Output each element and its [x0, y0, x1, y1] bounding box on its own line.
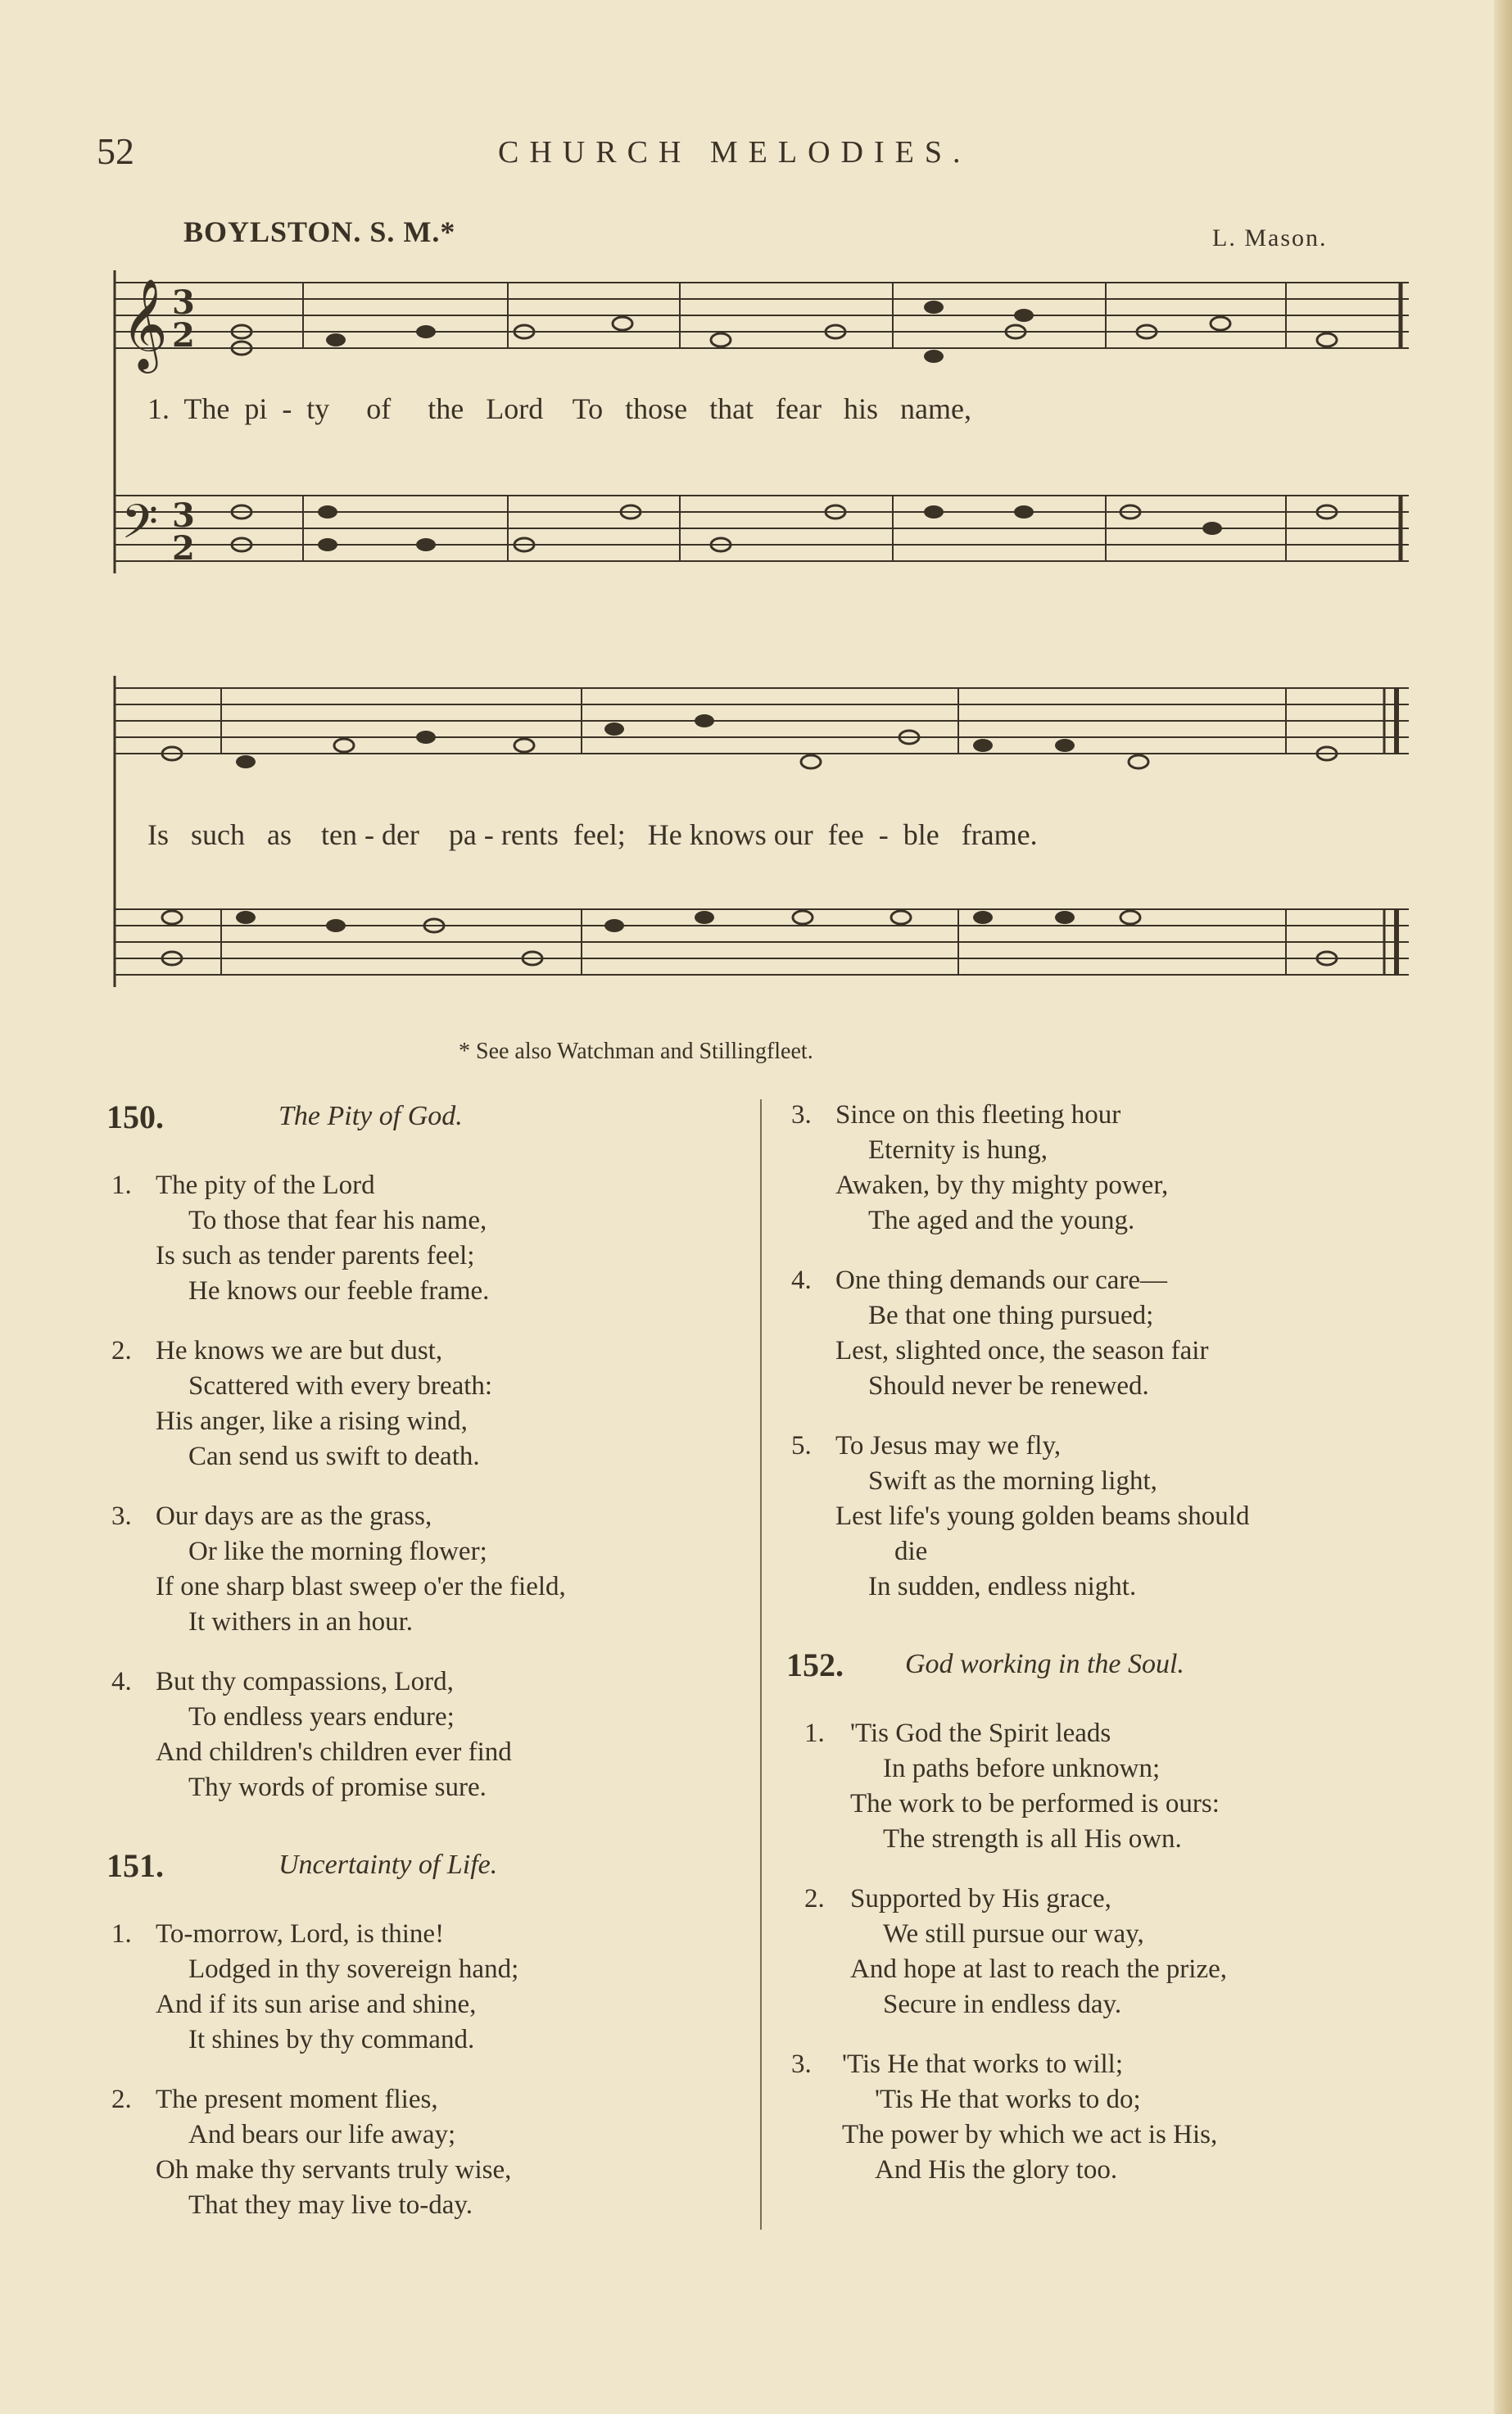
hymn-152	[786, 1646, 1442, 2188]
stanza-number: 5.	[791, 1431, 812, 1461]
verse-line: die	[894, 1537, 928, 1566]
verse-line: Should never be renewed.	[868, 1371, 1149, 1401]
verse-line: Scattered with every breath:	[188, 1371, 493, 1401]
svg-text:3: 3	[172, 496, 195, 535]
verse-line: Since on this fleeting hour	[835, 1100, 1121, 1130]
hymn-150	[106, 1098, 745, 1805]
verse-line: One thing demands our care—	[835, 1266, 1168, 1295]
verse-line: Supported by His grace,	[850, 1884, 1111, 1914]
stanza-number: 3.	[791, 1100, 812, 1130]
stanza	[786, 1263, 1442, 1404]
verse-line: Our days are as the grass,	[156, 1501, 432, 1531]
column-divider	[760, 1099, 762, 2230]
running-title: CHURCH MELODIES.	[498, 135, 971, 170]
verse-line: Is such as tender parents feel;	[156, 1241, 475, 1270]
stanza-number: 4.	[791, 1266, 812, 1295]
hymn-header	[106, 1098, 745, 1144]
verse-line: To Jesus may we fly,	[835, 1431, 1062, 1461]
verse-line: The aged and the young.	[868, 1206, 1135, 1235]
svg-text:3: 3	[172, 283, 195, 322]
verse-line: Oh make thy servants truly wise,	[156, 2155, 512, 2185]
verse-line: Or like the morning flower;	[188, 1537, 487, 1566]
stanza	[786, 1429, 1442, 1605]
left-column	[106, 1098, 745, 2264]
hymn-number: 152.	[786, 1646, 844, 1683]
verse-line: Can send us swift to death.	[188, 1442, 480, 1471]
verse-line: 'Tis He that works to do;	[875, 2085, 1141, 2114]
verse-line: He knows we are but dust,	[156, 1336, 443, 1366]
composer: L. Mason.	[1212, 224, 1328, 251]
stanza	[106, 1917, 745, 2058]
verse-line: And children's children ever find	[156, 1737, 512, 1767]
stanza	[106, 1334, 745, 1474]
verse-line: It shines by thy command.	[188, 2025, 475, 2054]
staff-treble-1	[115, 283, 1409, 348]
stanza-number: 2.	[111, 2085, 132, 2114]
verse-line: The pity of the Lord	[156, 1171, 375, 1200]
footnote: * See also Watchman and Stillingfleet.	[459, 1039, 813, 1064]
stanza-number: 2.	[804, 1884, 825, 1914]
verse-line: But thy compassions, Lord,	[156, 1667, 454, 1696]
verse-line: The strength is all His own.	[883, 1824, 1182, 1854]
stanza	[786, 1882, 1442, 2022]
right-column	[786, 1098, 1442, 2229]
verse-line: Eternity is hung,	[868, 1135, 1048, 1165]
stanza-number: 3.	[791, 2049, 812, 2079]
hymn-header	[106, 1846, 745, 1892]
page-number: 52	[97, 130, 134, 172]
verse-line: If one sharp blast sweep o'er the field,	[156, 1572, 566, 1601]
verse-line: His anger, like a rising wind,	[156, 1406, 468, 1436]
verse-line: It withers in an hour.	[188, 1607, 414, 1637]
verse-line: Be that one thing pursued;	[868, 1301, 1154, 1330]
verse-line: 'Tis God the Spirit leads	[850, 1719, 1111, 1748]
verse-line: Lest life's young golden beams should	[835, 1501, 1250, 1531]
verse-line: To those that fear his name,	[188, 1206, 487, 1235]
verse-line: Thy words of promise sure.	[188, 1773, 487, 1802]
verse-line: Awaken, by thy mighty power,	[835, 1171, 1169, 1200]
stanza-number: 4.	[111, 1667, 132, 1696]
hymn-151	[106, 1846, 745, 2223]
stanza-number: 2.	[111, 1336, 132, 1366]
verse-line: In paths before unknown;	[883, 1754, 1161, 1783]
stanza	[786, 2047, 1442, 2188]
verse-line: To endless years endure;	[188, 1702, 455, 1732]
bass-clef-icon: 𝄢	[121, 494, 159, 561]
stanza	[106, 2082, 745, 2223]
verse-line: The work to be performed is ours:	[850, 1789, 1220, 1818]
svg-text:2: 2	[172, 316, 195, 355]
hymn-title: The Pity of God.	[278, 1101, 463, 1131]
verse-line: And hope at last to reach the prize,	[850, 1954, 1227, 1984]
stanza	[786, 1098, 1442, 1239]
stanza	[106, 1168, 745, 1309]
hymn-title: God working in the Soul.	[905, 1649, 1184, 1679]
stanza	[786, 1716, 1442, 1857]
verse-line: To-morrow, Lord, is thine!	[156, 1919, 445, 1949]
verse-line: And bears our life away;	[188, 2120, 456, 2149]
music-score	[0, 0, 1512, 1032]
verse-line: And if its sun arise and shine,	[156, 1990, 477, 2019]
verse-line: Lodged in thy sovereign hand;	[188, 1954, 519, 1984]
hymn-number: 150.	[106, 1098, 164, 1135]
verse-line: In sudden, endless night.	[868, 1572, 1137, 1601]
stanza	[106, 1664, 745, 1805]
verse-line: And His the glory too.	[875, 2155, 1118, 2185]
stanza-number: 1.	[111, 1171, 132, 1200]
hymn-header	[786, 1646, 1442, 1692]
verse-line: Lest, slighted once, the season fair	[835, 1336, 1209, 1366]
svg-text:2: 2	[172, 529, 195, 568]
stanza-number: 3.	[111, 1501, 132, 1531]
verse-line: Secure in endless day.	[883, 1990, 1122, 2019]
stanza-number: 1.	[804, 1719, 825, 1748]
hymn-number: 151.	[106, 1847, 164, 1884]
hymn-151-continued	[786, 1098, 1442, 1605]
lyrics-line-2: Is such as ten - der pa - rents feel; He knows our fee - ble frame.	[147, 818, 1038, 851]
verse-line: The present moment flies,	[156, 2085, 438, 2114]
verse-line: The power by which we act is His,	[842, 2120, 1218, 2149]
staff-treble-2	[115, 688, 1409, 754]
verse-line: He knows our feeble frame.	[188, 1276, 490, 1306]
verse-line: Swift as the morning light,	[868, 1466, 1157, 1496]
verse-line: That they may live to-day.	[188, 2190, 473, 2220]
lyrics-line-1: 1. The pi - ty of the Lord To those that fear his name,	[147, 392, 971, 425]
staff-bass-2	[115, 909, 1409, 975]
hymn-title: Uncertainty of Life.	[278, 1850, 498, 1880]
verse-line: 'Tis He that works to will;	[842, 2049, 1124, 2079]
stanza	[106, 1499, 745, 1640]
treble-clef-icon: 𝄞	[121, 278, 168, 369]
tune-name: BOYLSTON. S. M.*	[183, 215, 456, 248]
verse-line: We still pursue our way,	[883, 1919, 1144, 1949]
stanza-number: 1.	[111, 1919, 132, 1949]
